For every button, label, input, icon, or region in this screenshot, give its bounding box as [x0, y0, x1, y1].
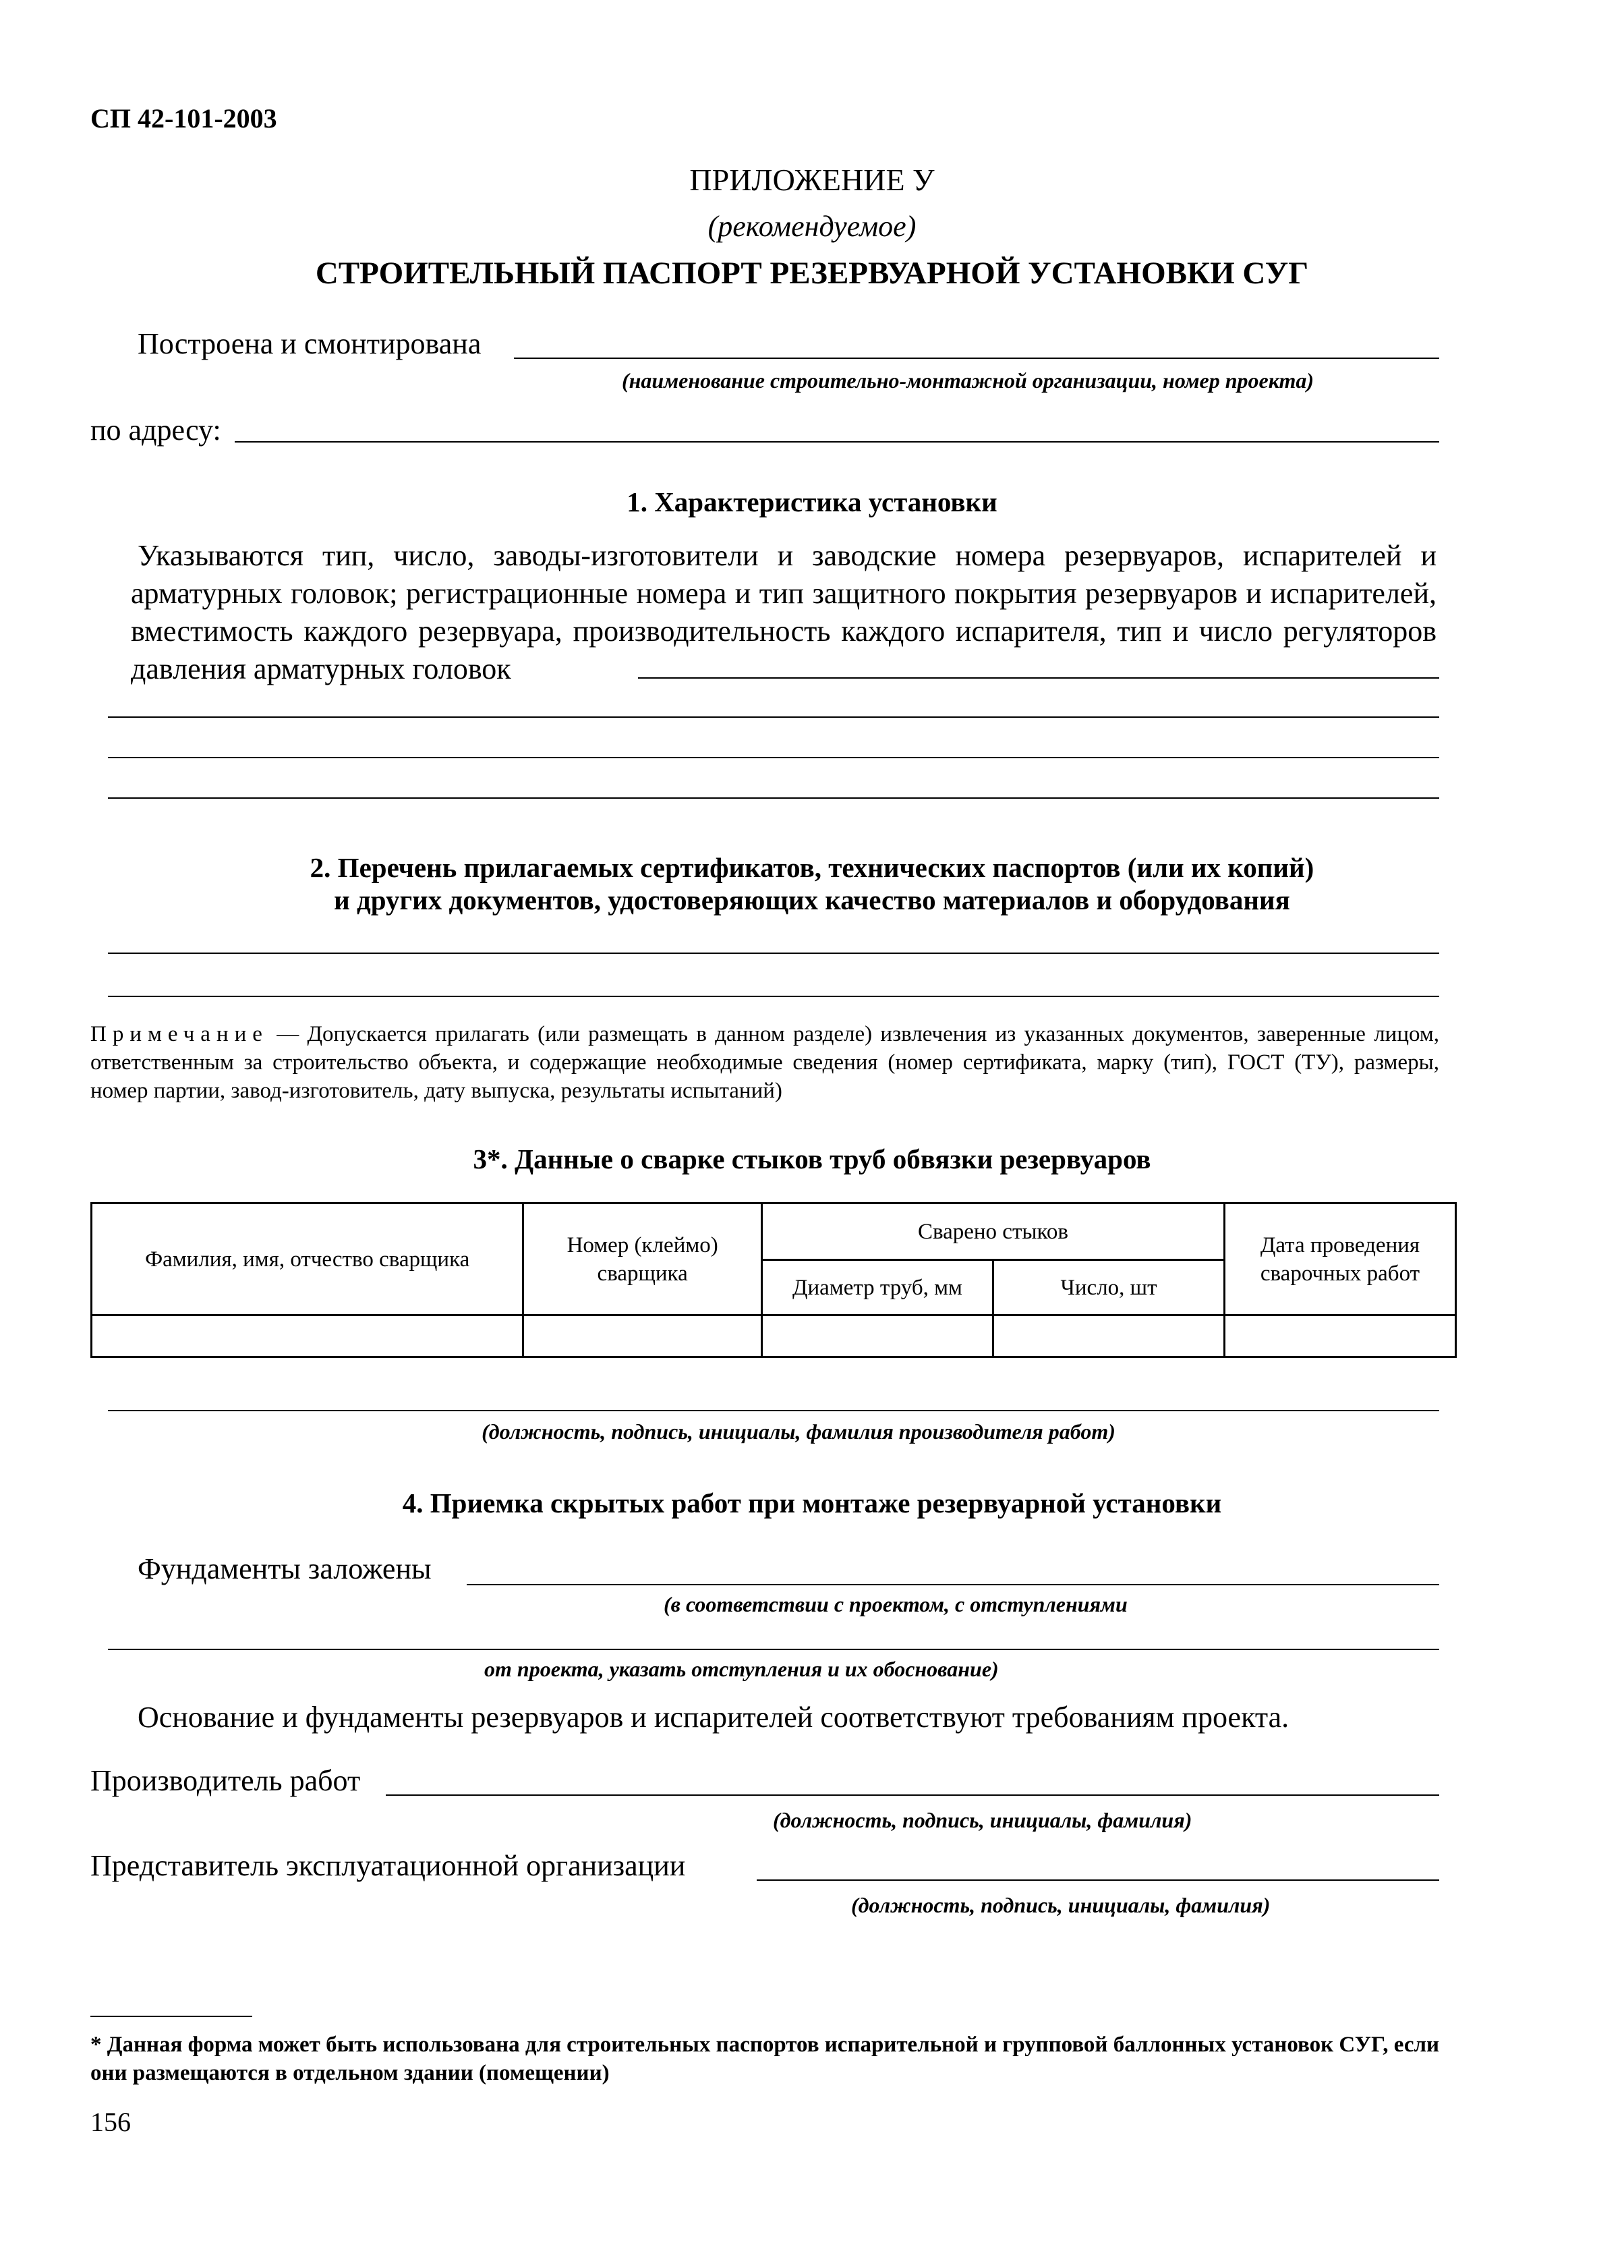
footnote: * Данная форма может быть использована для строительных паспортов испарительной и групповой баллонных установок СУГ, если они размещаются в отдельном здании (помещении): [90, 2033, 1439, 2085]
contractor-caption: (должность, подпись, инициалы, фамилия): [773, 1808, 1192, 1832]
foundations-field-continued[interactable]: [108, 1649, 1439, 1650]
header-welding-date: Дата проведения сварочных работ: [1224, 1203, 1455, 1315]
welding-data-table: [90, 1202, 1457, 1358]
section-1-description: Указываются тип, число, заводы-изготовители и заводские номера резервуаров, испарителей и арматурных головок; регистрационные номера и тип защитного покрытия резервуаров и испарителей, вместимость каждого резервуара, производительность каждого испарителя, тип и число регуляторов давления арматурных головок: [131, 539, 1437, 685]
appendix-label: ПРИЛОЖЕНИЕ У: [689, 163, 935, 197]
section-1-field-line-2[interactable]: [108, 716, 1439, 718]
address-field[interactable]: [235, 441, 1439, 443]
section-2-field-line-2[interactable]: [108, 996, 1439, 997]
contractor-label: Производитель работ: [90, 1764, 361, 1797]
header-joints-welded: Сварено стыков: [761, 1203, 1224, 1260]
cell-joint-count[interactable]: [993, 1315, 1224, 1357]
note-label: Примечание: [90, 1022, 268, 1046]
foundations-caption-1: (в соответствии с проектом, с отступлениями: [664, 1592, 1128, 1616]
section-1-title: 1. Характеристика установки: [627, 486, 997, 517]
foundations-label: Фундаменты заложены: [138, 1552, 432, 1585]
built-by-caption: (наименование строительно-монтажной организации, номер проекта): [622, 368, 1314, 393]
table-row: [92, 1315, 1456, 1357]
section-3-signature-caption: (должность, подпись, инициалы, фамилия производителя работ): [482, 1419, 1115, 1444]
footnote-rule: [90, 2016, 252, 2017]
section-3-title: 3*. Данные о сварке стыков труб обвязки резервуаров: [473, 1143, 1151, 1174]
foundations-field[interactable]: [467, 1584, 1439, 1585]
note-text: — Допускается прилагать (или размещать в данном разделе) извлечения из указанных документов, заверенные лицом, ответственным за строительство объекта, и содержащие необходимые сведения (номер сертификата, марку (тип), ГОСТ (ТУ), размеры, номер партии, завод-изготовитель, дату выпуска, результаты испытаний): [90, 1022, 1439, 1103]
contractor-field[interactable]: [386, 1794, 1439, 1796]
section-1-field-line-1[interactable]: [638, 677, 1439, 679]
cell-welding-date[interactable]: [1224, 1315, 1455, 1357]
header-pipe-diameter: Диаметр труб, мм: [761, 1260, 993, 1315]
page-number: 156: [90, 2107, 131, 2137]
header-joint-count: Число, шт: [993, 1260, 1224, 1315]
page-title: СТРОИТЕЛЬНЫЙ ПАСПОРТ РЕЗЕРВУАРНОЙ УСТАНОВКИ СУГ: [315, 256, 1309, 291]
address-label: по адресу:: [90, 414, 221, 447]
appendix-status: (рекомендуемое): [707, 210, 917, 243]
section-2-title-line-1: 2. Перечень прилагаемых сертификатов, технических паспортов (или их копий): [310, 852, 1314, 883]
compliance-statement: Основание и фундаменты резервуаров и испарителей соответствуют требованиям проекта.: [138, 1701, 1289, 1734]
section-2-note: [90, 1020, 1439, 1105]
cell-welder-number[interactable]: [523, 1315, 762, 1357]
operator-caption: (должность, подпись, инициалы, фамилия): [851, 1893, 1271, 1917]
header-welder-number: Номер (клеймо) сварщика: [523, 1203, 762, 1315]
section-1-text: [131, 537, 1437, 688]
built-by-label: Построена и смонтирована: [138, 327, 482, 360]
section-2-field-line-1[interactable]: [108, 953, 1439, 954]
built-by-field[interactable]: [514, 358, 1439, 359]
cell-welder-name[interactable]: [92, 1315, 523, 1357]
section-2-title-line-2: и других документов, удостоверяющих качество материалов и оборудования: [334, 884, 1290, 915]
cell-pipe-diameter[interactable]: [761, 1315, 993, 1357]
header-welder-name: Фамилия, имя, отчество сварщика: [92, 1203, 523, 1315]
foundations-caption-2: от проекта, указать отступления и их обоснование): [484, 1657, 999, 1681]
document-code: СП 42-101-2003: [90, 103, 277, 134]
operator-field[interactable]: [757, 1879, 1439, 1881]
section-4-title: 4. Приемка скрытых работ при монтаже резервуарной установки: [402, 1487, 1222, 1519]
operator-label: Представитель эксплуатационной организации: [90, 1849, 686, 1882]
section-1-field-line-3[interactable]: [108, 757, 1439, 758]
section-3-signature-field[interactable]: [108, 1410, 1439, 1411]
section-1-field-line-4[interactable]: [108, 797, 1439, 799]
